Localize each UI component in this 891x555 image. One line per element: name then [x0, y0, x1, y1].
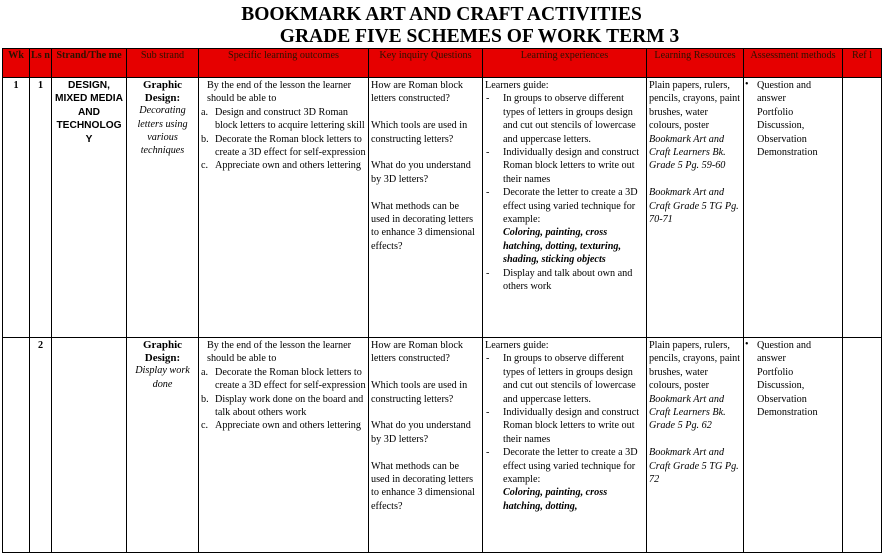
resources-cell	[647, 338, 744, 553]
list-item	[201, 159, 366, 172]
strand-cell	[52, 338, 127, 553]
outcome-text: Appreciate own and others lettering	[215, 160, 361, 172]
list-item	[201, 366, 366, 393]
experience-text: Decorate the letter to create a 3D effect using varied technique for example:	[503, 447, 638, 486]
list-item	[485, 146, 644, 186]
table-row	[3, 338, 882, 553]
list-item	[746, 106, 840, 119]
dash-marker: -	[486, 407, 490, 419]
table-header-row	[3, 49, 882, 78]
inquiry-cell	[369, 338, 483, 553]
outcomes-list	[201, 366, 366, 433]
outcomes-intro: By the end of the lesson the learner should be able to	[207, 80, 351, 105]
list-item	[201, 133, 366, 160]
header-lesson: Ls n	[30, 49, 52, 78]
header-week: Wk	[3, 49, 30, 78]
header-assessment: Assessment methods	[744, 49, 843, 78]
dash-marker: -	[486, 147, 490, 159]
dash-marker: -	[486, 447, 490, 459]
bullet-marker: •	[745, 339, 749, 350]
schemes-of-work-table	[2, 48, 882, 553]
assessment-method: Question and answer	[757, 80, 812, 105]
table-row	[3, 78, 882, 338]
resources-plain: Plain papers, rulers, pencils, crayons, paint brushes, water colours, poster	[649, 80, 741, 132]
list-item	[746, 406, 840, 419]
experience-text: In groups to observe different types of letters in groups design and cut out stencils of lowercase and uppercase letters.	[503, 93, 636, 145]
resources-reference: Bookmark Art and Craft Grade 5 TG Pg. 72	[649, 447, 739, 486]
assessment-cell	[744, 78, 843, 338]
dash-marker: -	[486, 93, 490, 105]
list-item	[746, 366, 840, 379]
inquiry-cell	[369, 78, 483, 338]
week-cell	[3, 338, 30, 553]
list-item	[201, 106, 366, 133]
list-item	[746, 146, 840, 159]
reflection-cell	[843, 338, 882, 553]
assessment-cell	[744, 338, 843, 553]
outcome-text: Decorate the Roman block letters to create a 3D effect for self-expression	[215, 366, 366, 392]
list-marker: c.	[201, 160, 209, 172]
inquiry-question: What methods can be used in decorating letters to enhance 3 dimensional effects?	[371, 200, 475, 252]
list-item	[201, 393, 366, 420]
list-item	[485, 92, 644, 146]
list-marker: c.	[201, 420, 209, 432]
list-item	[485, 406, 644, 446]
techniques-text: Coloring, painting, cross hatching, dotting,	[503, 487, 608, 512]
document-title-line2: GRADE FIVE SCHEMES OF WORK TERM 3	[279, 26, 680, 47]
dash-marker: -	[486, 187, 490, 199]
sub-strand-title: Graphic Design:	[142, 79, 183, 104]
experiences-list	[485, 92, 644, 293]
outcome-text: Decorate the Roman block letters to create a 3D effect for self-expression	[215, 133, 366, 159]
resources-reference: Bookmark Art and Craft Grade 5 TG Pg. 70-71	[649, 187, 739, 226]
outcomes-intro: By the end of the lesson the learner should be able to	[207, 340, 351, 365]
sub-strand-text: Decorating letters using various techniques	[137, 105, 188, 157]
assessment-list	[746, 79, 840, 159]
experiences-intro: Learners guide:	[485, 340, 549, 351]
list-item	[746, 379, 840, 392]
strand-cell: DESIGN, MIXED MEDIA AND TECHNOLOG Y	[52, 78, 127, 338]
inquiry-question: What do you understand by 3D letters?	[371, 160, 471, 185]
header-inquiry-questions: Key inquiry Questions	[369, 49, 483, 78]
experiences-cell	[483, 78, 647, 338]
list-item	[485, 446, 644, 513]
list-marker: b.	[201, 133, 209, 145]
inquiry-question: What methods can be used in decorating letters to enhance 3 dimensional effects?	[371, 460, 475, 512]
reflection-cell	[843, 78, 882, 338]
assessment-method: Demonstration	[757, 407, 818, 419]
inquiry-question: How are Roman block letters constructed?	[371, 80, 463, 105]
assessment-method: Observation	[757, 133, 807, 145]
header-sub-strand: Sub strand	[127, 49, 199, 78]
list-item	[201, 419, 366, 432]
list-item	[485, 352, 644, 406]
assessment-method: Discussion,	[757, 120, 805, 132]
experience-text: In groups to observe different types of letters in groups design and cut out stencils of lowercase and uppercase letters.	[503, 353, 636, 405]
header-outcomes: Specific learning outcomes	[199, 49, 369, 78]
header-strand: Strand/The me	[52, 49, 127, 78]
experience-text: Individually design and construct Roman block letters to write out their names	[503, 407, 640, 445]
outcomes-list	[201, 106, 366, 173]
inquiry-question: Which tools are used in constructing letters?	[371, 120, 468, 145]
inquiry-question: How are Roman block letters constructed?	[371, 340, 463, 365]
header-resources: Learning Resources	[647, 49, 744, 78]
experience-text: Individually design and construct Roman block letters to write out their names	[503, 147, 640, 185]
experiences-intro: Learners guide:	[485, 80, 549, 91]
assessment-list	[746, 339, 840, 419]
resources-plain: Plain papers, rulers, pencils, crayons, paint brushes, water colours, poster	[649, 340, 741, 392]
outcome-text: Appreciate own and others lettering	[215, 420, 361, 432]
resources-reference: Bookmark Art and Craft Learners Bk. Grade 5 Pg. 59-60	[649, 133, 726, 172]
inquiry-question: Which tools are used in constructing letters?	[371, 380, 468, 405]
list-marker: a.	[201, 106, 209, 118]
assessment-method: Observation	[757, 393, 807, 405]
list-marker: b.	[201, 393, 209, 405]
header-learning-experiences: Learning experiences	[483, 49, 647, 78]
assessment-method: Discussion,	[757, 380, 805, 392]
list-item	[746, 339, 840, 366]
assessment-method: Portfolio	[757, 106, 794, 118]
week-cell: 1	[3, 78, 30, 338]
list-item	[746, 119, 840, 132]
resources-reference: Bookmark Art and Craft Learners Bk. Grade 5 Pg. 62	[649, 393, 726, 432]
outcomes-cell	[199, 338, 369, 553]
experiences-cell	[483, 338, 647, 553]
header-reflection: Ref l	[843, 49, 882, 78]
assessment-method: Question and answer	[757, 340, 812, 365]
sub-strand-title: Graphic Design:	[142, 339, 183, 364]
lesson-cell: 2	[30, 338, 52, 553]
list-item	[485, 267, 644, 294]
dash-marker: -	[486, 267, 490, 279]
techniques-text: Coloring, painting, cross hatching, dotting, texturing, shading, sticking objects	[503, 227, 622, 266]
sub-strand-cell	[127, 338, 199, 553]
list-item	[746, 79, 840, 106]
sub-strand-cell	[127, 78, 199, 338]
list-marker: a.	[201, 366, 209, 378]
outcomes-cell	[199, 78, 369, 338]
dash-marker: -	[486, 353, 490, 365]
outcome-text: Design and construct 3D Roman block letters to acquire lettering skill	[215, 106, 365, 132]
experiences-list	[485, 352, 644, 513]
experience-text: Display and talk about own and others work	[503, 267, 633, 293]
lesson-cell: 1	[30, 78, 52, 338]
assessment-method: Demonstration	[757, 147, 818, 159]
sub-strand-text: Display work done	[135, 365, 190, 390]
assessment-method: Portfolio	[757, 366, 794, 378]
inquiry-question: What do you understand by 3D letters?	[371, 420, 471, 445]
list-item	[746, 393, 840, 406]
outcome-text: Display work done on the board and talk about others work	[215, 393, 364, 419]
bullet-marker: •	[745, 79, 749, 90]
resources-cell	[647, 78, 744, 338]
list-item	[485, 186, 644, 266]
experience-text: Decorate the letter to create a 3D effect using varied technique for example:	[503, 187, 638, 226]
document-title-line1: BOOKMARK ART AND CRAFT ACTIVITIES	[241, 4, 642, 25]
list-item	[746, 133, 840, 146]
